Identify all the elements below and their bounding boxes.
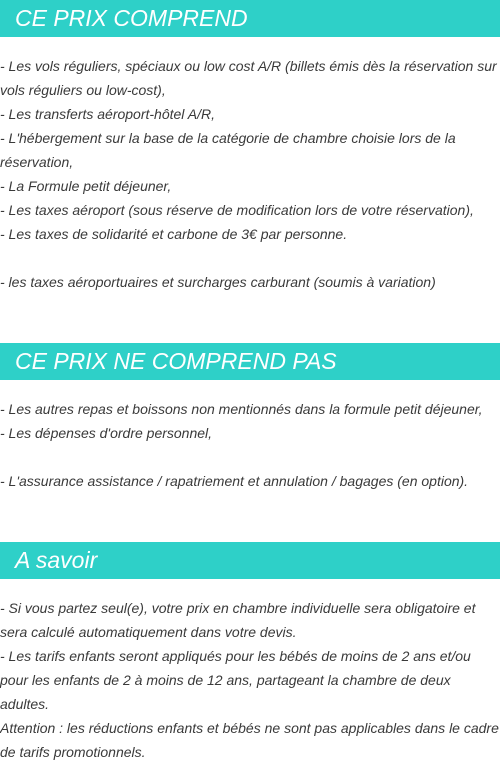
section-price-includes [0,0,500,294]
list-item: - les taxes aéroportuaires et surcharges carburant (soumis à variation) [0,274,436,290]
list-item: - Les vols réguliers, spéciaux ou low cost A/R (billets émis dès la réservation sur vols réguliers ou low-cost), [0,58,497,98]
spacer [0,246,500,270]
list-item: - Les taxes aéroport (sous réserve de modification lors de votre réservation), [0,202,474,218]
list-item: - Les tarifs enfants seront appliqués pour les bébés de moins de 2 ans et/ou pour les enfants de 2 à moins de 12 ans, partageant la chambre de deux adultes. [0,648,471,712]
section-body [0,579,500,764]
list-item: - Les transferts aéroport-hôtel A/R, [0,106,216,122]
list-item: - La Formule petit déjeuner, [0,178,172,194]
list-item: - L'hébergement sur la base de la catégorie de chambre choisie lors de la réservation, [0,130,456,170]
list-item: - Les dépenses d'ordre personnel, [0,425,213,441]
section-body [0,37,500,294]
section-title: A savoir [0,542,500,579]
spacer [0,445,500,469]
section-price-excludes [0,343,500,493]
list-item: Attention : les réductions enfants et bébés ne sont pas applicables dans le cadre de tarifs promotionnels. [0,720,499,760]
list-item: - L'assurance assistance / rapatriement et annulation / bagages (en option). [0,473,469,489]
list-item: - Si vous partez seul(e), votre prix en chambre individuelle sera obligatoire et sera calculé automatiquement dans votre devis. [0,600,476,640]
list-item: - Les taxes de solidarité et carbone de 3€ par personne. [0,226,348,242]
section-title: CE PRIX COMPREND [0,0,500,37]
section-good-to-know [0,542,500,764]
section-title: CE PRIX NE COMPREND PAS [0,343,500,380]
section-body [0,380,500,493]
list-item: - Les autres repas et boissons non mentionnés dans la formule petit déjeuner, [0,401,483,417]
